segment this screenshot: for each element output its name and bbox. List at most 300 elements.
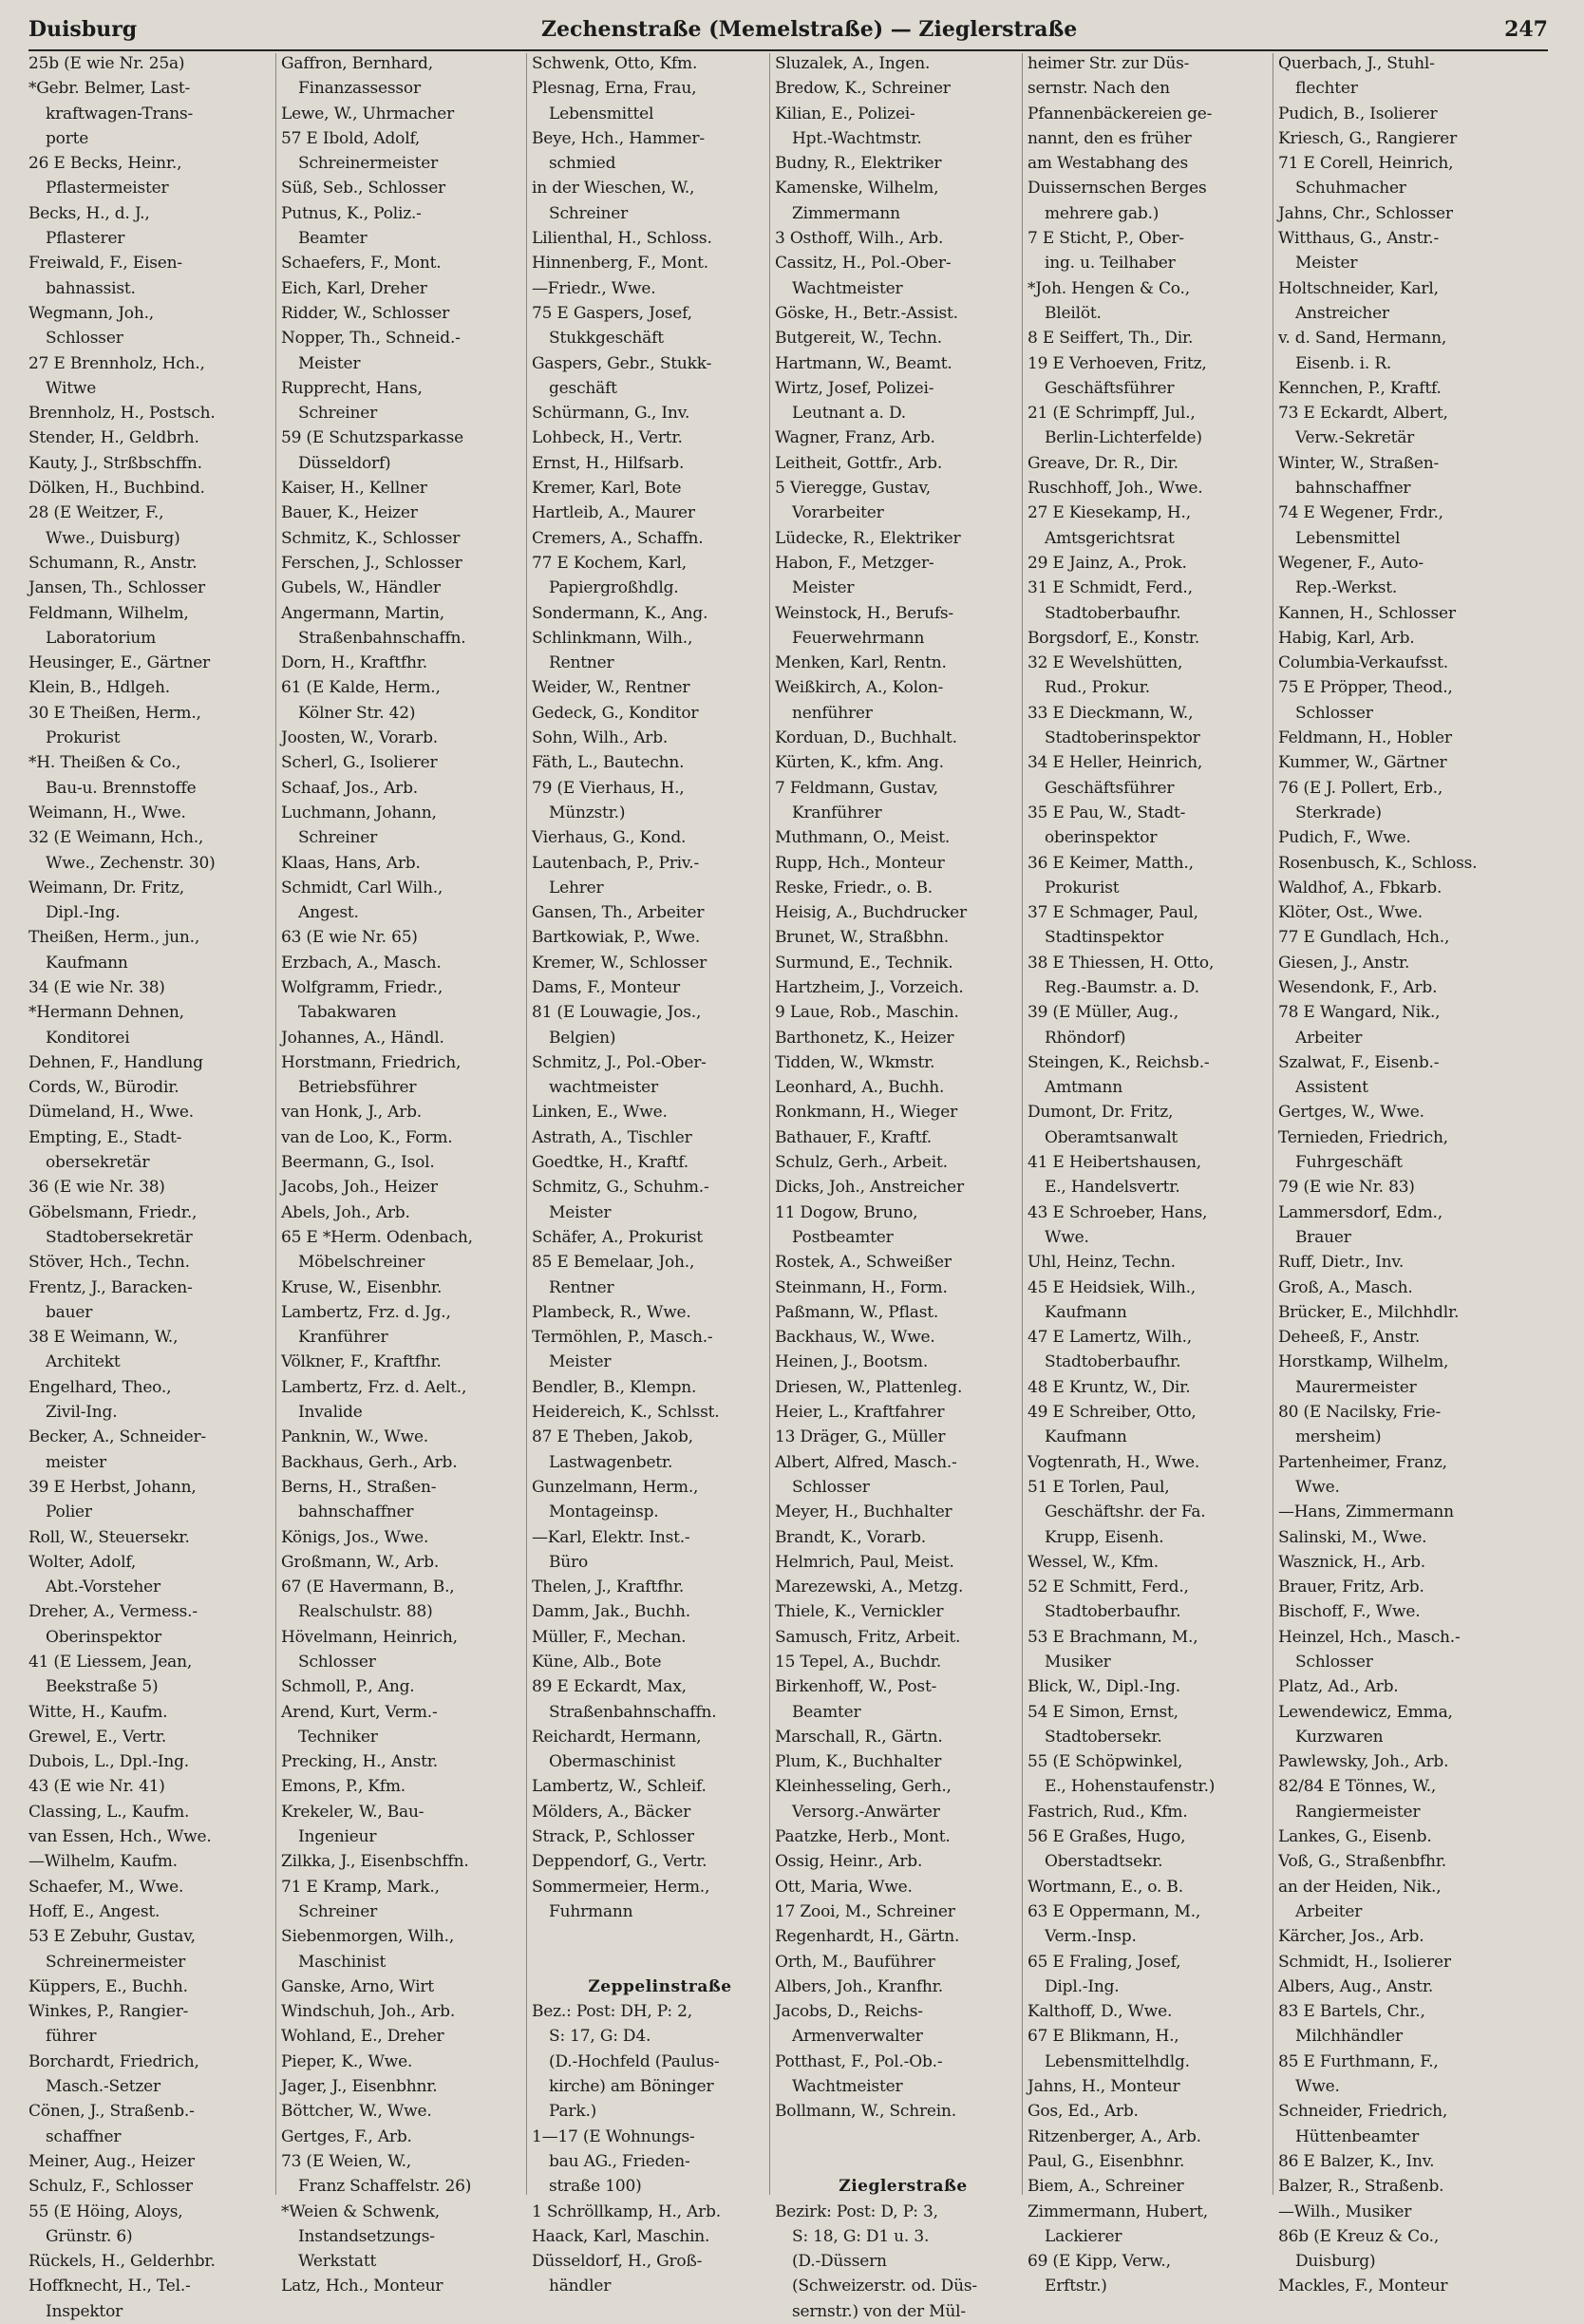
- directory-entry: 47 E Lamertz, Wilh.,: [1028, 1328, 1192, 1348]
- directory-entry: Düsseldorf, H., Groß-: [532, 2252, 703, 2272]
- directory-entry: Kleinhesseling, Gerh.,: [775, 1777, 952, 1797]
- blank-line: [775, 2125, 1012, 2149]
- directory-entry: Winkes, P., Rangier-: [28, 2002, 189, 2022]
- directory-entry: 37 E Schmager, Paul,: [1028, 903, 1198, 923]
- directory-entry: Cords, W., Bürodir.: [28, 1078, 179, 1098]
- directory-entry: Duissernschen Berges: [1028, 179, 1207, 198]
- directory-entry: Hoff, E., Angest.: [28, 1901, 160, 1921]
- directory-entry: Gubels, W., Händler: [281, 578, 441, 598]
- entry-continuation: Wwe., Duisburg): [46, 528, 180, 548]
- directory-entry: Wasznick, H., Arb.: [1278, 1552, 1425, 1572]
- directory-entry: Nopper, Th., Schneid.-: [281, 329, 461, 349]
- directory-entry: Witthaus, G., Anstr.-: [1278, 229, 1440, 249]
- directory-entry: Bendler, B., Klempn.: [532, 1377, 697, 1397]
- directory-entry: Lewe, W., Uhrmacher: [281, 104, 454, 123]
- entry-continuation: Rangiermeister: [1295, 1802, 1421, 1822]
- directory-entry: 76 (E J. Pollert, Erb.,: [1278, 778, 1443, 798]
- directory-entry: 13 Dräger, G., Müller: [775, 1427, 946, 1447]
- directory-entry: Steingen, K., Reichsb.-: [1028, 1052, 1210, 1072]
- directory-entry: 87 E Theben, Jakob,: [532, 1427, 693, 1447]
- directory-entry: Thelen, J., Kraftfhr.: [532, 1578, 685, 1597]
- directory-entry: Meiner, Aug., Heizer: [28, 2151, 195, 2171]
- directory-entry: —Wilh., Musiker: [1278, 2201, 1412, 2221]
- entry-continuation: Lastwagenbetr.: [549, 1452, 673, 1472]
- directory-entry: Reske, Friedr., o. B.: [775, 878, 933, 897]
- directory-entry: Giesen, J., Anstr.: [1278, 953, 1410, 973]
- directory-entry: Lilienthal, H., Schloss.: [532, 229, 712, 249]
- directory-entry: Feldmann, Wilhelm,: [28, 603, 189, 623]
- directory-entry: Joosten, W., Vorarb.: [281, 728, 438, 748]
- directory-entry: Schäfer, A., Prokurist: [532, 1227, 703, 1247]
- entry-continuation: Krupp, Eisenh.: [1045, 1527, 1164, 1547]
- entry-continuation: Stadtinspektor: [1045, 928, 1164, 948]
- directory-entry: Astrath, A., Tischler: [532, 1127, 692, 1147]
- directory-entry: Scherl, G., Isolierer: [281, 753, 438, 773]
- directory-entry: van Essen, Hch., Wwe.: [28, 1827, 212, 1847]
- directory-entry: 25b (E wie Nr. 25a): [28, 54, 185, 73]
- entry-continuation: Bleilöt.: [1045, 303, 1102, 323]
- entry-continuation: nenführer: [792, 703, 873, 723]
- entry-continuation: Assistent: [1295, 1078, 1368, 1098]
- directory-entry: Wirtz, Josef, Polizei-: [775, 378, 934, 398]
- entry-continuation: Rentner: [549, 1277, 614, 1297]
- entry-continuation: Kaufmann: [1045, 1427, 1127, 1447]
- header-street-range: Zechenstraße (Memelstraße) — Zieglerstraße: [541, 17, 1078, 42]
- directory-entry: *H. Theißen & Co.,: [28, 753, 181, 773]
- directory-entry: Vogtenrath, H., Wwe.: [1028, 1452, 1200, 1472]
- entry-continuation: Maschinist: [298, 1952, 387, 1972]
- directory-entry: Jacobs, Joh., Heizer: [281, 1178, 438, 1198]
- directory-entry: Precking, H., Anstr.: [281, 1752, 439, 1772]
- entry-continuation: bahnschaffner: [1295, 479, 1411, 499]
- entry-continuation: Schreiner: [298, 1901, 378, 1921]
- directory-entry: Butgereit, W., Techn.: [775, 329, 942, 349]
- directory-entry: 39 E Herbst, Johann,: [28, 1477, 197, 1497]
- directory-entry: Wolfgramm, Friedr.,: [281, 977, 443, 997]
- directory-entry: Gedeck, G., Konditor: [532, 703, 699, 723]
- directory-entry: Latz, Hch., Monteur: [281, 2277, 443, 2296]
- directory-entry: Kruse, W., Eisenbhr.: [281, 1277, 443, 1297]
- directory-entry: Lohbeck, H., Vertr.: [532, 428, 683, 448]
- directory-entry: Weimann, Dr. Fritz,: [28, 878, 184, 897]
- directory-entry: 9 Laue, Rob., Maschin.: [775, 1003, 959, 1023]
- entry-continuation: Beamter: [298, 229, 368, 249]
- directory-entry: Horstmann, Friedrich,: [281, 1052, 462, 1072]
- entry-continuation: S: 18, G: D1 u. 3.: [792, 2226, 930, 2246]
- entry-continuation: Arbeiter: [1295, 1901, 1363, 1921]
- directory-entry: 57 E Ibold, Adolf,: [281, 128, 421, 148]
- directory-entry: Rückels, H., Gelderhbr.: [28, 2252, 216, 2272]
- directory-entry: Bischoff, F., Wwe.: [1278, 1602, 1421, 1622]
- directory-entry: 51 E Torlen, Paul,: [1028, 1477, 1170, 1497]
- directory-entry: Plambeck, R., Wwe.: [532, 1302, 691, 1322]
- entry-continuation: Kranführer: [792, 803, 882, 822]
- entry-continuation: Büro: [549, 1552, 589, 1572]
- entry-continuation: flechter: [1295, 79, 1358, 99]
- directory-entry: Hinnenberg, F., Mont.: [532, 254, 708, 274]
- directory-entry: Linken, E., Wwe.: [532, 1103, 668, 1123]
- directory-entry: Jansen, Th., Schlosser: [28, 578, 205, 598]
- directory-entry: 11 Dogow, Bruno,: [775, 1202, 918, 1222]
- directory-entry: 31 E Schmidt, Ferd.,: [1028, 578, 1193, 598]
- entry-continuation: Lehrer: [549, 878, 604, 897]
- directory-entry: Haack, Karl, Maschin.: [532, 2226, 710, 2246]
- entry-continuation: geschäft: [549, 378, 617, 398]
- entry-continuation: schaffner: [46, 2126, 122, 2146]
- directory-entry: Dölken, H., Buchbind.: [28, 479, 205, 499]
- entry-continuation: Zivil-Ing.: [46, 1403, 118, 1423]
- directory-entry: 71 E Kramp, Mark.,: [281, 1877, 440, 1897]
- entry-continuation: Schreiner: [298, 828, 378, 848]
- entry-continuation: Montageinsp.: [549, 1502, 659, 1522]
- directory-entry: Jahns, Chr., Schlosser: [1278, 203, 1453, 223]
- entry-continuation: Berlin-Lichterfelde): [1045, 428, 1202, 448]
- entry-continuation: Düsseldorf): [298, 453, 391, 473]
- entry-continuation: oberinspektor: [1045, 828, 1158, 848]
- directory-entry: Ruschhoff, Joh., Wwe.: [1028, 479, 1203, 499]
- directory-entry: Muthmann, O., Meist.: [775, 828, 951, 848]
- directory-entry: Waldhof, A., Fbkarb.: [1278, 878, 1443, 897]
- directory-entry: —Wilhelm, Kaufm.: [28, 1852, 178, 1872]
- directory-entry: Ossig, Heinr., Arb.: [775, 1852, 923, 1872]
- directory-entry: 73 (E Weien, W.,: [281, 2151, 411, 2171]
- entry-continuation: Stadtobersekr.: [1045, 1727, 1162, 1747]
- directory-entry: Birkenhoff, W., Post-: [775, 1677, 937, 1697]
- entry-continuation: Amtmann: [1045, 1078, 1122, 1098]
- directory-entry: Horstkamp, Wilhelm,: [1278, 1352, 1449, 1372]
- entry-continuation: (D.-Düssern: [792, 2252, 887, 2272]
- directory-entry: Heinen, J., Bootsm.: [775, 1352, 929, 1372]
- directory-entry: Paul, G., Eisenbhnr.: [1028, 2151, 1185, 2171]
- entry-continuation: Kranführer: [298, 1328, 388, 1348]
- entry-continuation: Wwe.: [1295, 2077, 1340, 2097]
- entry-continuation: Eisenb. i. R.: [1295, 353, 1392, 373]
- directory-entry: Regenhardt, H., Gärtn.: [775, 1927, 960, 1947]
- directory-entry: Schmidt, H., Isolierer: [1278, 1952, 1451, 1972]
- directory-entry: Ternieden, Friedrich,: [1278, 1127, 1448, 1147]
- entry-continuation: Konditorei: [46, 1028, 130, 1048]
- directory-entry: Frentz, J., Baracken-: [28, 1277, 193, 1297]
- directory-entry: Cremers, A., Schaffn.: [532, 528, 704, 548]
- entry-continuation: Geschäftsführer: [1045, 778, 1175, 798]
- directory-entry: Steinmann, H., Form.: [775, 1277, 948, 1297]
- directory-entry: Driesen, W., Plattenleg.: [775, 1377, 963, 1397]
- page-number: 247: [1504, 17, 1548, 42]
- directory-entry: Deheeß, F., Anstr.: [1278, 1328, 1421, 1348]
- directory-entry: Müller, F., Mechan.: [532, 1627, 687, 1647]
- directory-entry: 55 (E Schöpwinkel,: [1028, 1752, 1183, 1772]
- directory-entry: Schaefer, M., Wwe.: [28, 1877, 184, 1897]
- directory-entry: 38 E Weimann, W.,: [28, 1328, 179, 1348]
- directory-entry: *Weien & Schwenk,: [281, 2201, 441, 2221]
- directory-entry: *Joh. Hengen & Co.,: [1028, 278, 1190, 298]
- entry-continuation: (D.-Hochfeld (Paulus-: [549, 2051, 720, 2071]
- directory-entry: Schlinkmann, Wilh.,: [532, 628, 693, 648]
- directory-entry: 55 (E Höing, Aloys,: [28, 2201, 183, 2221]
- entry-continuation: Franz Schaffelstr. 26): [298, 2177, 472, 2197]
- directory-entry: 15 Tepel, A., Buchdr.: [775, 1653, 942, 1672]
- entry-continuation: Schreiner: [549, 203, 629, 223]
- directory-entry: Empting, E., Stadt-: [28, 1127, 182, 1147]
- entry-continuation: Masch.-Setzer: [46, 2077, 160, 2097]
- directory-entry: an der Heiden, Nik.,: [1278, 1877, 1442, 1897]
- directory-entry: 17 Zooi, M., Schreiner: [775, 1901, 955, 1921]
- directory-entry: Wortmann, E., o. B.: [1028, 1877, 1183, 1897]
- directory-entry: Strack, P., Schlosser: [532, 1827, 694, 1847]
- directory-entry: 7 Feldmann, Gustav,: [775, 778, 938, 798]
- entry-continuation: porte: [46, 128, 89, 148]
- directory-entry: Wesendonk, F., Arb.: [1278, 977, 1438, 997]
- entry-continuation: Obermaschinist: [549, 1752, 676, 1772]
- entry-continuation: Stadtoberbaufhr.: [1045, 1602, 1181, 1622]
- directory-entry: 53 E Zebuhr, Gustav,: [28, 1927, 196, 1947]
- directory-entry: Habig, Karl, Arb.: [1278, 628, 1415, 648]
- directory-entry: Wegmann, Joh.,: [28, 303, 154, 323]
- directory-entry: Weider, W., Rentner: [532, 678, 690, 698]
- blank-line: [532, 1950, 769, 1974]
- entry-continuation: Angest.: [298, 903, 359, 923]
- entry-continuation: Wwe., Zechenstr. 30): [46, 853, 216, 873]
- directory-entry: Kärcher, Jos., Arb.: [1278, 1927, 1424, 1947]
- entry-continuation: Fuhrgeschäft: [1295, 1153, 1403, 1173]
- directory-entry: Klöter, Ost., Wwe.: [1278, 903, 1423, 923]
- directory-entry: Hövelmann, Heinrich,: [281, 1627, 458, 1647]
- directory-entry: 41 (E Liessem, Jean,: [28, 1653, 193, 1672]
- directory-entry: 74 E Wegener, Frdr.,: [1278, 503, 1443, 523]
- directory-entry: Brennholz, H., Postsch.: [28, 404, 216, 424]
- directory-entry: Weißkirch, A., Kolon-: [775, 678, 944, 698]
- directory-entry: 48 E Kruntz, W., Dir.: [1028, 1377, 1191, 1397]
- entry-continuation: Zimmermann: [792, 203, 900, 223]
- directory-entry: Sluzalek, A., Ingen.: [775, 54, 931, 73]
- directory-entry: Lautenbach, P., Priv.-: [532, 853, 700, 873]
- blank-line: [775, 2149, 1012, 2174]
- directory-entry: Wohland, E., Dreher: [281, 2027, 444, 2047]
- entry-continuation: Meister: [792, 578, 855, 598]
- entry-continuation: Feuerwehrmann: [792, 628, 925, 648]
- directory-entry: Kriesch, G., Rangierer: [1278, 128, 1458, 148]
- entry-continuation: Möbelschreiner: [298, 1253, 425, 1273]
- directory-entry: Becks, H., d. J.,: [28, 203, 150, 223]
- directory-entry: Schulz, Gerh., Arbeit.: [775, 1153, 948, 1173]
- directory-entry: 63 E Oppermann, M.,: [1028, 1901, 1201, 1921]
- directory-entry: 27 E Kiesekamp, H.,: [1028, 503, 1191, 523]
- directory-entry: 8 E Seiffert, Th., Dir.: [1028, 329, 1194, 349]
- directory-entry: 1 Schröllkamp, H., Arb.: [532, 2201, 721, 2221]
- directory-entry: Pawlewsky, Joh., Arb.: [1278, 1752, 1449, 1772]
- directory-entry: Kummer, W., Gärtner: [1278, 753, 1447, 773]
- directory-entry: Tidden, W., Wkmstr.: [775, 1052, 935, 1072]
- entry-continuation: Rhöndorf): [1045, 1028, 1126, 1048]
- directory-entry: Lüdecke, R., Elektriker: [775, 528, 961, 548]
- directory-entry: Königs, Jos., Wwe.: [281, 1527, 429, 1547]
- directory-entry: Theißen, Herm., jun.,: [28, 928, 200, 948]
- column-5: [1028, 51, 1265, 2296]
- directory-entry: Göbelsmann, Friedr.,: [28, 1202, 198, 1222]
- directory-entry: Kalthoff, D., Wwe.: [1028, 2002, 1173, 2022]
- directory-entry: Greave, Dr. R., Dir.: [1028, 453, 1179, 473]
- directory-entry: Deppendorf, G., Vertr.: [532, 1852, 707, 1872]
- entry-continuation: straße 100): [549, 2177, 642, 2197]
- entry-continuation: Stadtoberinspektor: [1045, 728, 1200, 748]
- entry-continuation: Pflastermeister: [46, 179, 169, 198]
- entry-continuation: Beekstraße 5): [46, 1677, 159, 1697]
- directory-entry: Brauer, Fritz, Arb.: [1278, 1578, 1424, 1597]
- entry-continuation: Ingenieur: [298, 1827, 377, 1847]
- entry-continuation: wachtmeister: [549, 1078, 658, 1098]
- directory-entry: Beermann, G., Isol.: [281, 1153, 435, 1173]
- entry-continuation: führer: [46, 2027, 97, 2047]
- directory-entry: Albert, Alfred, Masch.-: [775, 1452, 957, 1472]
- directory-entry: Küppers, E., Buchh.: [28, 1976, 188, 1996]
- directory-entry: Hartmann, W., Beamt.: [775, 353, 952, 373]
- entry-continuation: Finanzassessor: [298, 79, 421, 99]
- directory-entry: Heinzel, Hch., Masch.-: [1278, 1627, 1461, 1647]
- directory-entry: 38 E Thiessen, H. Otto,: [1028, 953, 1215, 973]
- entry-continuation: Schreiner: [298, 404, 378, 424]
- entry-continuation: Prokurist: [1045, 878, 1120, 897]
- directory-entry: 73 E Eckardt, Albert,: [1278, 404, 1448, 424]
- directory-entry: Borgsdorf, E., Konstr.: [1028, 628, 1200, 648]
- directory-entry: Großmann, W., Arb.: [281, 1552, 440, 1572]
- directory-entry: Schwenk, Otto, Kfm.: [532, 54, 698, 73]
- directory-entry: Ernst, H., Hilfsarb.: [532, 453, 685, 473]
- directory-entry: 65 E *Herm. Odenbach,: [281, 1227, 473, 1247]
- directory-entry: —Friedr., Wwe.: [532, 278, 656, 298]
- entry-continuation: Lebensmittel: [1295, 528, 1401, 548]
- directory-entry: 30 E Theißen, Herm.,: [28, 703, 201, 723]
- directory-entry: Balzer, R., Straßenb.: [1278, 2177, 1444, 2197]
- directory-entry: 75 E Gaspers, Josef,: [532, 303, 692, 323]
- directory-entry: heimer Str. zur Düs-: [1028, 54, 1190, 73]
- column-divider: [275, 53, 276, 2195]
- directory-entry: Dicks, Joh., Anstreicher: [775, 1178, 964, 1198]
- entry-continuation: Reg.-Baumstr. a. D.: [1045, 977, 1199, 997]
- directory-entry: 67 (E Havermann, B.,: [281, 1578, 455, 1597]
- directory-entry: Hoffknecht, H., Tel.-: [28, 2277, 191, 2296]
- directory-entry: Voß, G., Straßenbfhr.: [1278, 1852, 1446, 1872]
- entry-continuation: Wachtmeister: [792, 2077, 903, 2097]
- directory-entry: Potthast, F., Pol.-Ob.-: [775, 2051, 943, 2071]
- street-heading: Zeppelinstraße: [588, 1976, 732, 1996]
- directory-entry: Bollmann, W., Schrein.: [775, 2102, 956, 2122]
- entry-continuation: Kaufmann: [46, 953, 128, 973]
- directory-entry: Mackles, F., Monteur: [1278, 2277, 1448, 2296]
- directory-entry: Lambertz, W., Schleif.: [532, 1777, 707, 1797]
- directory-entry: Rupp, Hch., Monteur: [775, 853, 945, 873]
- directory-entry: Arend, Kurt, Verm.-: [281, 1702, 438, 1722]
- directory-entry: Gunzelmann, Herm.,: [532, 1477, 699, 1497]
- directory-entry: Holtschneider, Karl,: [1278, 278, 1439, 298]
- directory-entry: 43 E Schroeber, Hans,: [1028, 1202, 1208, 1222]
- entry-continuation: Oberstadtsekr.: [1045, 1852, 1163, 1872]
- directory-entry: 65 E Fraling, Josef,: [1028, 1952, 1181, 1972]
- entry-continuation: obersekretär: [46, 1153, 150, 1173]
- directory-entry: Budny, R., Elektriker: [775, 154, 942, 174]
- entry-continuation: Schlosser: [1295, 1653, 1373, 1672]
- directory-entry: 81 (E Louwagie, Jos.,: [532, 1003, 702, 1023]
- directory-entry: 49 E Schreiber, Otto,: [1028, 1403, 1197, 1423]
- directory-entry: van de Loo, K., Form.: [281, 1127, 453, 1147]
- entry-continuation: Hüttenbeamter: [1295, 2126, 1420, 2146]
- entry-continuation: Versorg.-Anwärter: [792, 1802, 940, 1822]
- directory-entry: Berns, H., Straßen-: [281, 1477, 437, 1497]
- directory-entry: Orth, M., Bauführer: [775, 1952, 935, 1972]
- directory-entry: Feldmann, H., Hobler: [1278, 728, 1452, 748]
- directory-entry: Cönen, J., Straßenb.-: [28, 2102, 195, 2122]
- entry-continuation: Schlosser: [792, 1477, 870, 1497]
- entry-continuation: Anstreicher: [1295, 303, 1389, 323]
- directory-entry: Gaffron, Bernhard,: [281, 54, 433, 73]
- directory-entry: Angermann, Martin,: [281, 603, 444, 623]
- directory-entry: 35 E Pau, W., Stadt-: [1028, 803, 1186, 822]
- directory-entry: Kremer, W., Schlosser: [532, 953, 707, 973]
- directory-entry: 83 E Bartels, Chr.,: [1278, 2002, 1425, 2022]
- directory-entry: Brandt, K., Vorarb.: [775, 1527, 926, 1547]
- directory-entry: Heier, L., Kraftfahrer: [775, 1403, 945, 1423]
- directory-entry: —Hans, Zimmermann: [1278, 1502, 1454, 1522]
- entry-continuation: Grünstr. 6): [46, 2226, 133, 2246]
- entry-continuation: ing. u. Teilhaber: [1045, 254, 1176, 274]
- directory-entry: Siebenmorgen, Wilh.,: [281, 1927, 455, 1947]
- directory-entry: Schaefers, F., Mont.: [281, 254, 442, 274]
- directory-entry: Zilkka, J., Eisenbschffn.: [281, 1852, 469, 1872]
- entry-continuation: Belgien): [549, 1028, 616, 1048]
- entry-continuation: Instandsetzungs-: [298, 2226, 435, 2246]
- directory-entry: Völkner, F., Kraftfhr.: [281, 1352, 442, 1372]
- entry-continuation: Stukkgeschäft: [549, 329, 664, 349]
- directory-entry: Stöver, Hch., Techn.: [28, 1253, 190, 1273]
- directory-entry: Pieper, K., Wwe.: [281, 2051, 413, 2071]
- directory-entry: Groß, A., Masch.: [1278, 1277, 1413, 1297]
- entry-continuation: Postbeamter: [792, 1227, 894, 1247]
- directory-entry: Wessel, W., Kfm.: [1028, 1552, 1159, 1572]
- directory-entry: Dorn, H., Kraftfhr.: [281, 653, 427, 673]
- directory-entry: van Honk, J., Arb.: [281, 1103, 423, 1123]
- directory-entry: 80 (E Nacilsky, Frie-: [1278, 1403, 1442, 1423]
- blank-line: [532, 1924, 769, 1949]
- directory-entry: Schumann, R., Anstr.: [28, 553, 198, 573]
- directory-entry: Göske, H., Betr.-Assist.: [775, 303, 958, 323]
- directory-entry: Schürmann, G., Inv.: [532, 404, 690, 424]
- entry-continuation: E., Handelsvertr.: [1045, 1178, 1180, 1198]
- entry-continuation: Prokurist: [46, 728, 121, 748]
- entry-continuation: Kurzwaren: [1295, 1727, 1384, 1747]
- directory-entry: Abels, Joh., Arb.: [281, 1202, 410, 1222]
- entry-continuation: Meister: [549, 1352, 612, 1372]
- directory-entry: 78 E Wangard, Nik.,: [1278, 1003, 1441, 1023]
- directory-entry: Plum, K., Buchhalter: [775, 1752, 942, 1772]
- directory-entry: Helmrich, Paul, Meist.: [775, 1552, 954, 1572]
- entry-continuation: Tabakwaren: [298, 1003, 397, 1023]
- directory-entry: *Hermann Dehnen,: [28, 1003, 184, 1023]
- entry-continuation: Kölner Str. 42): [298, 703, 416, 723]
- directory-entry: 32 (E Weimann, Hch.,: [28, 828, 204, 848]
- directory-entry: Barthonetz, K., Heizer: [775, 1028, 954, 1048]
- directory-entry: Küne, Alb., Bote: [532, 1653, 662, 1672]
- directory-entry: Bredow, K., Schreiner: [775, 79, 951, 99]
- directory-entry: am Westabhang des: [1028, 154, 1188, 174]
- column-divider: [1022, 53, 1023, 2195]
- directory-entry: Pudich, F., Wwe.: [1278, 828, 1411, 848]
- column-4: [775, 51, 1012, 2321]
- directory-entry: Winter, W., Straßen-: [1278, 453, 1440, 473]
- column-3: [532, 51, 769, 2296]
- directory-entry: 39 (E Müller, Aug.,: [1028, 1003, 1179, 1023]
- directory-entry: Platz, Ad., Arb.: [1278, 1677, 1399, 1697]
- entry-continuation: Musiker: [1045, 1653, 1111, 1672]
- column-6: [1278, 51, 1516, 2296]
